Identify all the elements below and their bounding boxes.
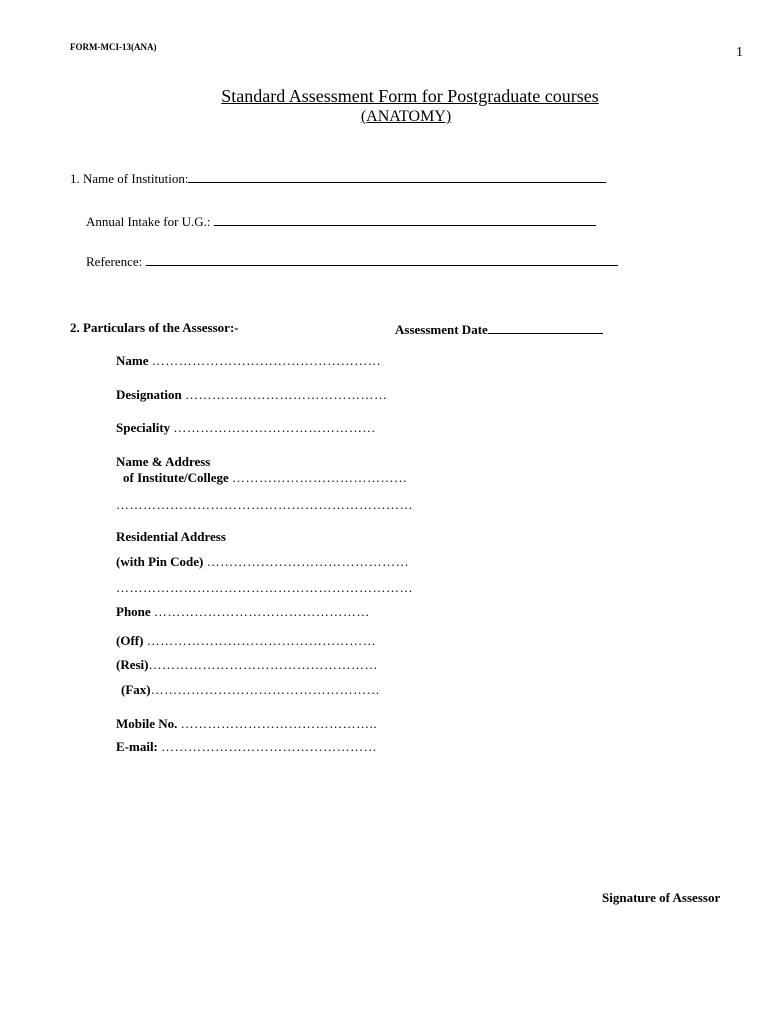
institute-dots-line2[interactable]: ………………………………………………………… — [116, 497, 413, 512]
reference-row — [86, 252, 618, 270]
off-dots[interactable]: …………………………………………… — [146, 633, 377, 648]
speciality-dots[interactable]: ……………………………………… — [173, 420, 376, 435]
mobile-dots[interactable]: …………………………………….. — [180, 716, 378, 731]
name-dots[interactable]: …………………………………………… — [151, 353, 382, 368]
page-title: Standard Assessment Form for Postgraduate courses — [221, 86, 599, 106]
name-address-label: Name & Address — [116, 454, 211, 469]
email-row — [116, 739, 377, 755]
pin-dots[interactable]: ……………………………………… — [206, 554, 410, 569]
name-row — [116, 353, 381, 369]
form-code: FORM-MCI-13(ANA) — [70, 42, 157, 52]
page-number: 1 — [736, 45, 743, 60]
institution-label: 1. Name of Institution: — [70, 171, 189, 186]
fax-dots[interactable]: …………………………………………… — [150, 682, 381, 697]
phone-label: Phone — [116, 604, 154, 619]
designation-dots[interactable]: ……………………………………… — [184, 387, 388, 402]
off-row — [116, 633, 376, 649]
email-dots[interactable]: ………………………………………… — [161, 739, 378, 754]
intake-field[interactable] — [214, 212, 596, 226]
residential-label: Residential Address — [116, 529, 226, 544]
fax-row — [121, 682, 380, 698]
assessment-date-row — [395, 320, 603, 338]
phone-row — [116, 604, 370, 620]
institute-dots[interactable]: ………………………………… — [232, 470, 408, 485]
page-subtitle: (ANATOMY) — [360, 108, 452, 125]
intake-label: Annual Intake for U.G.: — [86, 214, 214, 229]
assessor-heading: 2. Particulars of the Assessor:- — [70, 320, 239, 335]
reference-label: Reference: — [86, 254, 146, 269]
institute-label: of Institute/College — [123, 470, 233, 485]
mobile-label: Mobile No. — [116, 716, 181, 731]
pin-row — [116, 554, 409, 570]
reference-field[interactable] — [146, 252, 618, 266]
fax-label: (Fax) — [121, 682, 151, 697]
phone-dots[interactable]: ………………………………………… — [153, 604, 370, 619]
speciality-row — [116, 420, 376, 436]
pin-dots-line2[interactable]: ………………………………………………………… — [116, 580, 413, 595]
designation-row — [116, 387, 387, 403]
speciality-label: Speciality — [116, 420, 174, 435]
intake-row — [86, 212, 596, 230]
off-label: (Off) — [116, 633, 147, 648]
assessment-date-label: Assessment Date — [395, 322, 488, 337]
institution-field[interactable] — [188, 169, 606, 183]
designation-label: Designation — [116, 387, 185, 402]
institution-row — [70, 169, 606, 187]
resi-dots[interactable]: …………………………………………… — [148, 657, 378, 672]
assessment-date-field[interactable] — [488, 320, 603, 334]
institute-row — [123, 470, 408, 486]
name-label: Name — [116, 353, 152, 368]
resi-label: (Resi) — [116, 657, 149, 672]
resi-row — [116, 657, 378, 673]
pin-label: (with Pin Code) — [116, 554, 207, 569]
email-label: E-mail: — [116, 739, 162, 754]
signature-label: Signature of Assessor — [602, 890, 721, 905]
mobile-row — [116, 716, 377, 732]
